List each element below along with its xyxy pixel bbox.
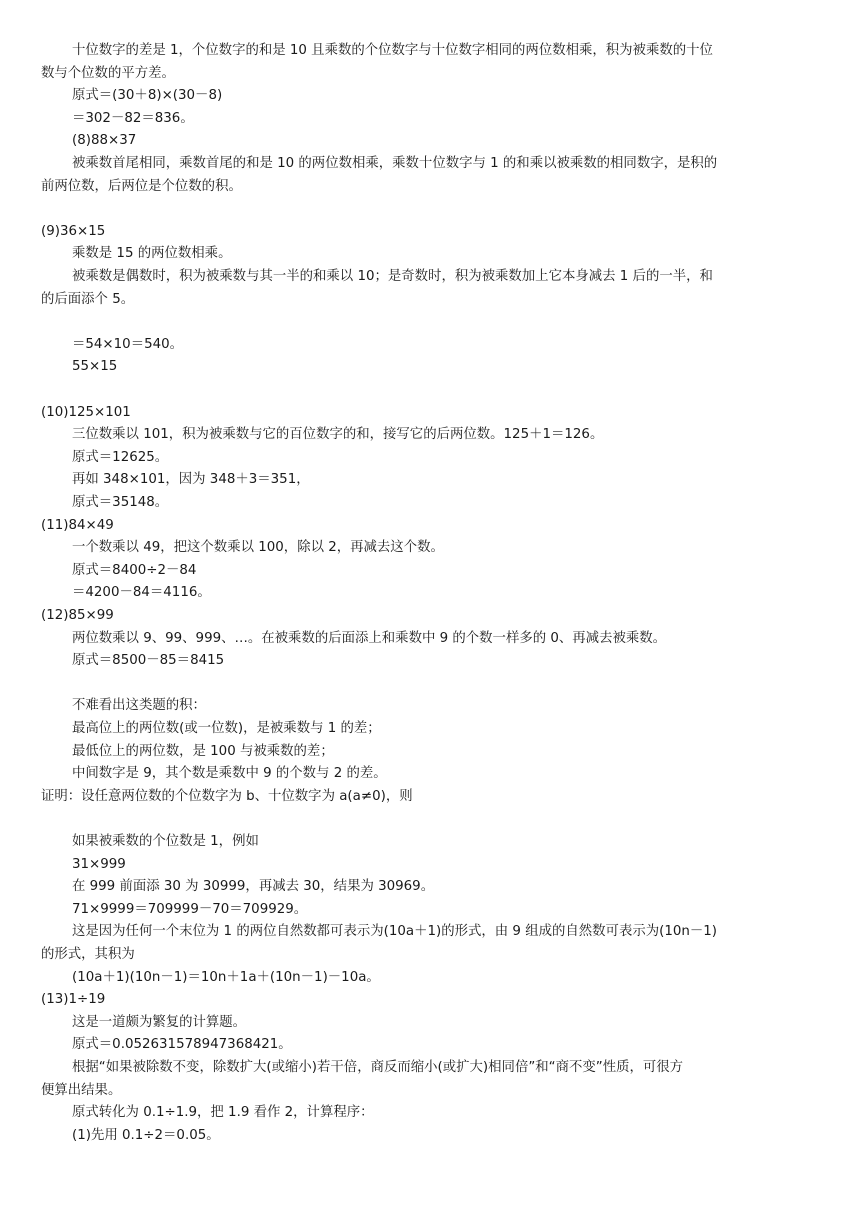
blank-line (41, 379, 811, 402)
blank-line (41, 808, 811, 831)
text-line: 的形式，其积为 (41, 947, 135, 962)
text-line: (12)85×99 (41, 608, 114, 623)
text-line: 十位数字的差是 1，个位数字的和是 10 且乘数的个位数字与十位数字相同的两位数相乘，积为被乘数的十位 (72, 43, 713, 58)
text-line: (10)125×101 (41, 404, 131, 420)
text-line: 原式＝0.052631578947368421。 (72, 1037, 292, 1053)
text-line: 31×999 (72, 856, 126, 872)
text-line: 原式＝8500－85＝8415 (72, 653, 225, 669)
blank-line (41, 198, 811, 221)
text-line: 最高位上的两位数(或一位数)，是被乘数与 1 的差； (72, 721, 381, 736)
text-line: (8)88×37 (72, 133, 137, 149)
text-line: 前两位数，后两位是个位数的积。 (41, 178, 242, 194)
text-line: 一个数乘以 49，把这个数乘以 100，除以 2，再减去这个数。 (72, 540, 444, 556)
text-line: 最低位上的两位数，是 100 与被乘数的差； (72, 743, 334, 759)
text-line: ＝302－82＝836。 (72, 110, 194, 126)
text-line: 如果被乘数的个位数是 1，例如 (72, 834, 259, 849)
text-line: ＝4200－84＝4116。 (72, 585, 211, 601)
text-line: 被乘数是偶数时，积为被乘数与其一半的和乘以 10；是奇数时，积为被乘数加上它本身减去 1 后的一半，和 (72, 269, 713, 284)
text-line: 两位数乘以 9、99、999、…。在被乘数的后面添上和乘数中 9 的个数一样多的 0、再减去被乘数。 (72, 630, 667, 646)
text-line: (13)1÷19 (41, 992, 106, 1008)
text-line: 这是因为任何一个末位为 1 的两位自然数都可表示为(10a＋1)的形式，由 9 组成的自然数可表示为(10n－1) (72, 924, 718, 940)
text-line: 原式＝12625。 (72, 449, 169, 465)
text-line: 证明：设任意两位数的个位数字为 b、十位数字为 a(a≠0)，则 (41, 788, 413, 804)
text-line: (9)36×15 (41, 223, 106, 239)
text-line: 55×15 (72, 359, 118, 375)
text-line: 的后面添个 5。 (41, 291, 135, 307)
text-line: 原式＝35148。 (72, 495, 169, 510)
text-line: 乘数是 15 的两位数相乘。 (72, 246, 232, 262)
text-line: 根据“如果被除数不变，除数扩大(或缩小)若干倍，商反而缩小(或扩大)相同倍”和“商不变”性质，可很方 (72, 1060, 684, 1075)
text-line: 不难看出这类题的积： (72, 698, 206, 714)
text-line: 便算出结果。 (41, 1082, 122, 1098)
text-line: 数与个位数的平方差。 (41, 65, 175, 81)
text-line: 这是一道颇为繁复的计算题。 (72, 1014, 247, 1030)
text-line: 被乘数首尾相同，乘数首尾的和是 10 的两位数相乘，乘数十位数字与 1 的和乘以被乘数的相同数字，是积的 (72, 156, 718, 171)
text-line: 在 999 前面添 30 为 30999，再减去 30，结果为 30969。 (72, 879, 435, 895)
text-line: 71×9999＝709999－70＝709929。 (72, 901, 308, 917)
text-line: 原式＝(30＋8)×(30－8) (72, 88, 223, 104)
text-line: ＝54×10＝540。 (72, 336, 184, 352)
text-line: 再如 348×101，因为 348＋3＝351， (72, 472, 310, 488)
text-line: 原式＝8400÷2－84 (72, 562, 197, 578)
blank-line (41, 311, 811, 334)
text-line: 原式转化为 0.1÷1.9，把 1.9 看作 2，计算程序： (72, 1105, 374, 1121)
text-line: (1)先用 0.1÷2＝0.05。 (72, 1127, 220, 1143)
blank-line (41, 673, 811, 696)
text-line: 中间数字是 9，其个数是乘数中 9 的个数与 2 的差。 (72, 766, 387, 782)
text-line: (10a＋1)(10n－1)＝10n＋1a＋(10n－1)－10a。 (72, 969, 380, 985)
text-line: 三位数乘以 101，积为被乘数与它的百位数字的和，接写它的后两位数。125＋1＝126。 (72, 427, 604, 443)
text-line: (11)84×49 (41, 517, 114, 533)
